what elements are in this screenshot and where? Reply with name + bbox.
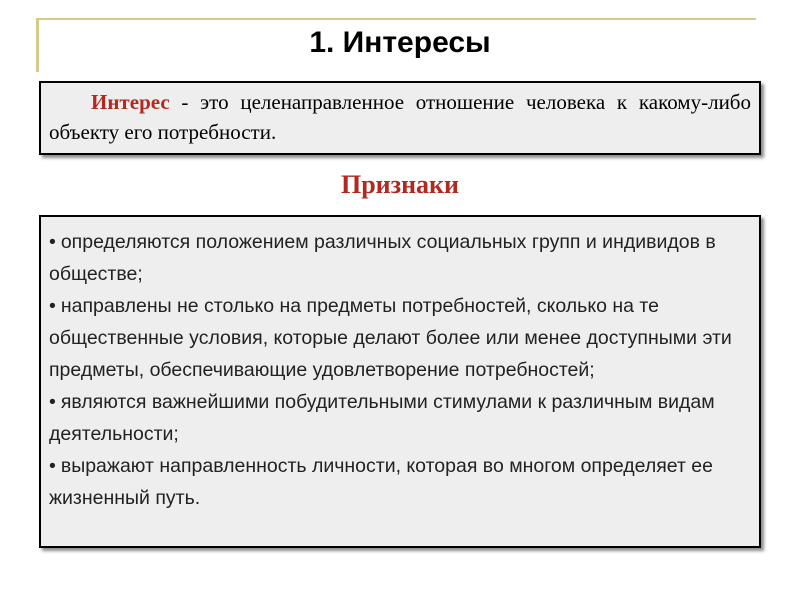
definition-term: Интерес [91,90,170,114]
sign-item-text: являются важнейшими побудительными стимулами к различным видам деятельности; [49,391,715,445]
sign-item [49,290,751,386]
signs-heading: Признаки [340,170,460,199]
sign-item-text: направлены не столько на предметы потребностей, сколько на те общественные условия, которые делают более или менее доступными эти предметы, обеспечивающие удовлетворение потребностей; [49,295,732,381]
decorative-horizontal-line [36,18,756,20]
bullet-icon: • [49,231,56,253]
sign-item [49,450,751,514]
sign-item-text: определяются положением различных социальных групп и индивидов в обществе; [49,231,716,285]
bullet-icon: • [49,295,56,317]
sign-item [49,226,751,290]
bullet-icon: • [49,455,56,477]
slide-title: 1. Интересы [309,26,491,59]
signs-box [39,215,761,548]
bullet-icon: • [49,391,56,413]
signs-list [49,226,751,514]
definition-text: - это целенаправленное отношение человека к какому-либо объекту его потребности. [49,90,751,144]
sign-item-text: выражают направленность личности, которая во многом определяет ее жизненный путь. [49,455,714,509]
definition-box [39,81,761,155]
sign-item [49,386,751,450]
